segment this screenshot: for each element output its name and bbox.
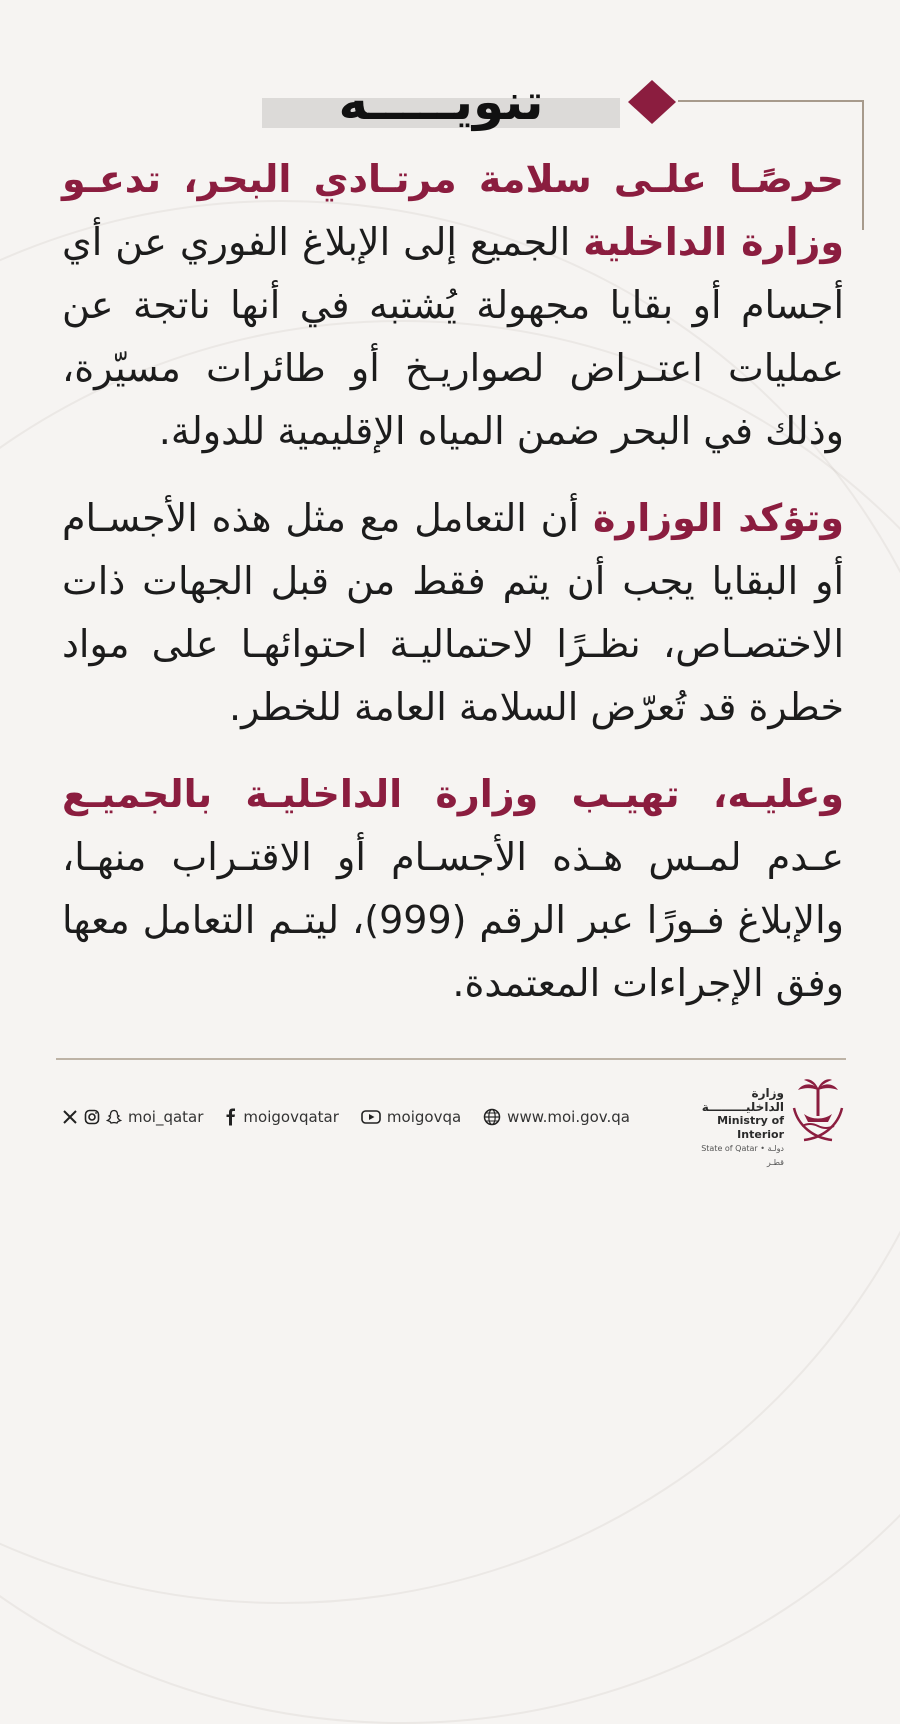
facebook-link[interactable]	[225, 1108, 339, 1126]
paragraph-3	[62, 763, 844, 1015]
paragraph-2-text: أن التعامل مع مثل هذه الأجسـام أو البقايا يجب أن يتم فقط من قبل الجهات ذات الاختصـاص، نظـرًا لاحتماليـة احتوائهـا على مواد خطرة قد تُعرّض السلامة العامة للخطر.	[62, 496, 844, 729]
side-divider-line	[862, 100, 864, 230]
paragraph-2	[62, 487, 844, 739]
ministry-logo	[684, 1076, 854, 1167]
website-text: www.moi.gov.qa	[507, 1108, 630, 1126]
notice-body	[62, 148, 844, 1039]
footer-divider	[56, 1058, 846, 1060]
logo-state-name: State of Qatar • دولـة قطـر	[701, 1144, 784, 1167]
instagram-icon	[84, 1109, 100, 1125]
youtube-link[interactable]	[361, 1108, 461, 1126]
moi-emblem-icon	[788, 1076, 848, 1150]
paragraph-1-highlight: حرصًـا علـى سلامة مرتـادي البحر، تدعـو وزارة الداخلية	[62, 157, 844, 264]
social-handle-link[interactable]	[62, 1108, 203, 1126]
youtube-handle-text: moigovqa	[386, 1108, 462, 1126]
logo-english-name: Ministry of Interior	[717, 1114, 784, 1141]
youtube-icon	[361, 1109, 381, 1125]
social-handle-text: moi_qatar	[128, 1108, 204, 1126]
facebook-icon	[225, 1108, 237, 1126]
paragraph-1-text: الجميع إلى الإبلاغ الفوري عن أي أجسام أو بقايا مجهولة يُشتبه في أنها ناتجة عن عمليات اعتـراض لصواريـخ أو طائرات مسيّرة، وذلك في البحر ضمن المياه الإقليمية للدولة.	[62, 220, 844, 453]
paragraph-3-highlight: وعليـه، تهيـب وزارة الداخليـة بالجميـع	[62, 772, 844, 816]
title-divider-line	[678, 100, 864, 102]
website-link[interactable]	[483, 1108, 630, 1126]
x-icon	[62, 1109, 78, 1125]
logo-arabic-name: وزارة الداخليـــــــــة	[701, 1086, 784, 1114]
snapchat-icon	[106, 1109, 122, 1125]
page-title: تنويـــــه	[338, 73, 544, 131]
paragraph-3-text: عـدم لمـس هـذه الأجسـام أو الاقتـراب منهـا، والإبلاغ فـورًا عبر الرقم (999)، ليتـم التعامل معها وفق الإجراءات المعتمدة.	[62, 835, 845, 1005]
logo-text-block	[684, 1086, 784, 1170]
social-links	[62, 1102, 630, 1132]
paragraph-2-highlight: وتؤكد الوزارة	[592, 496, 844, 540]
paragraph-1	[62, 148, 844, 463]
facebook-handle-text: moigovqatar	[243, 1108, 339, 1126]
globe-icon	[483, 1108, 501, 1126]
diamond-ornament-icon	[624, 78, 680, 130]
